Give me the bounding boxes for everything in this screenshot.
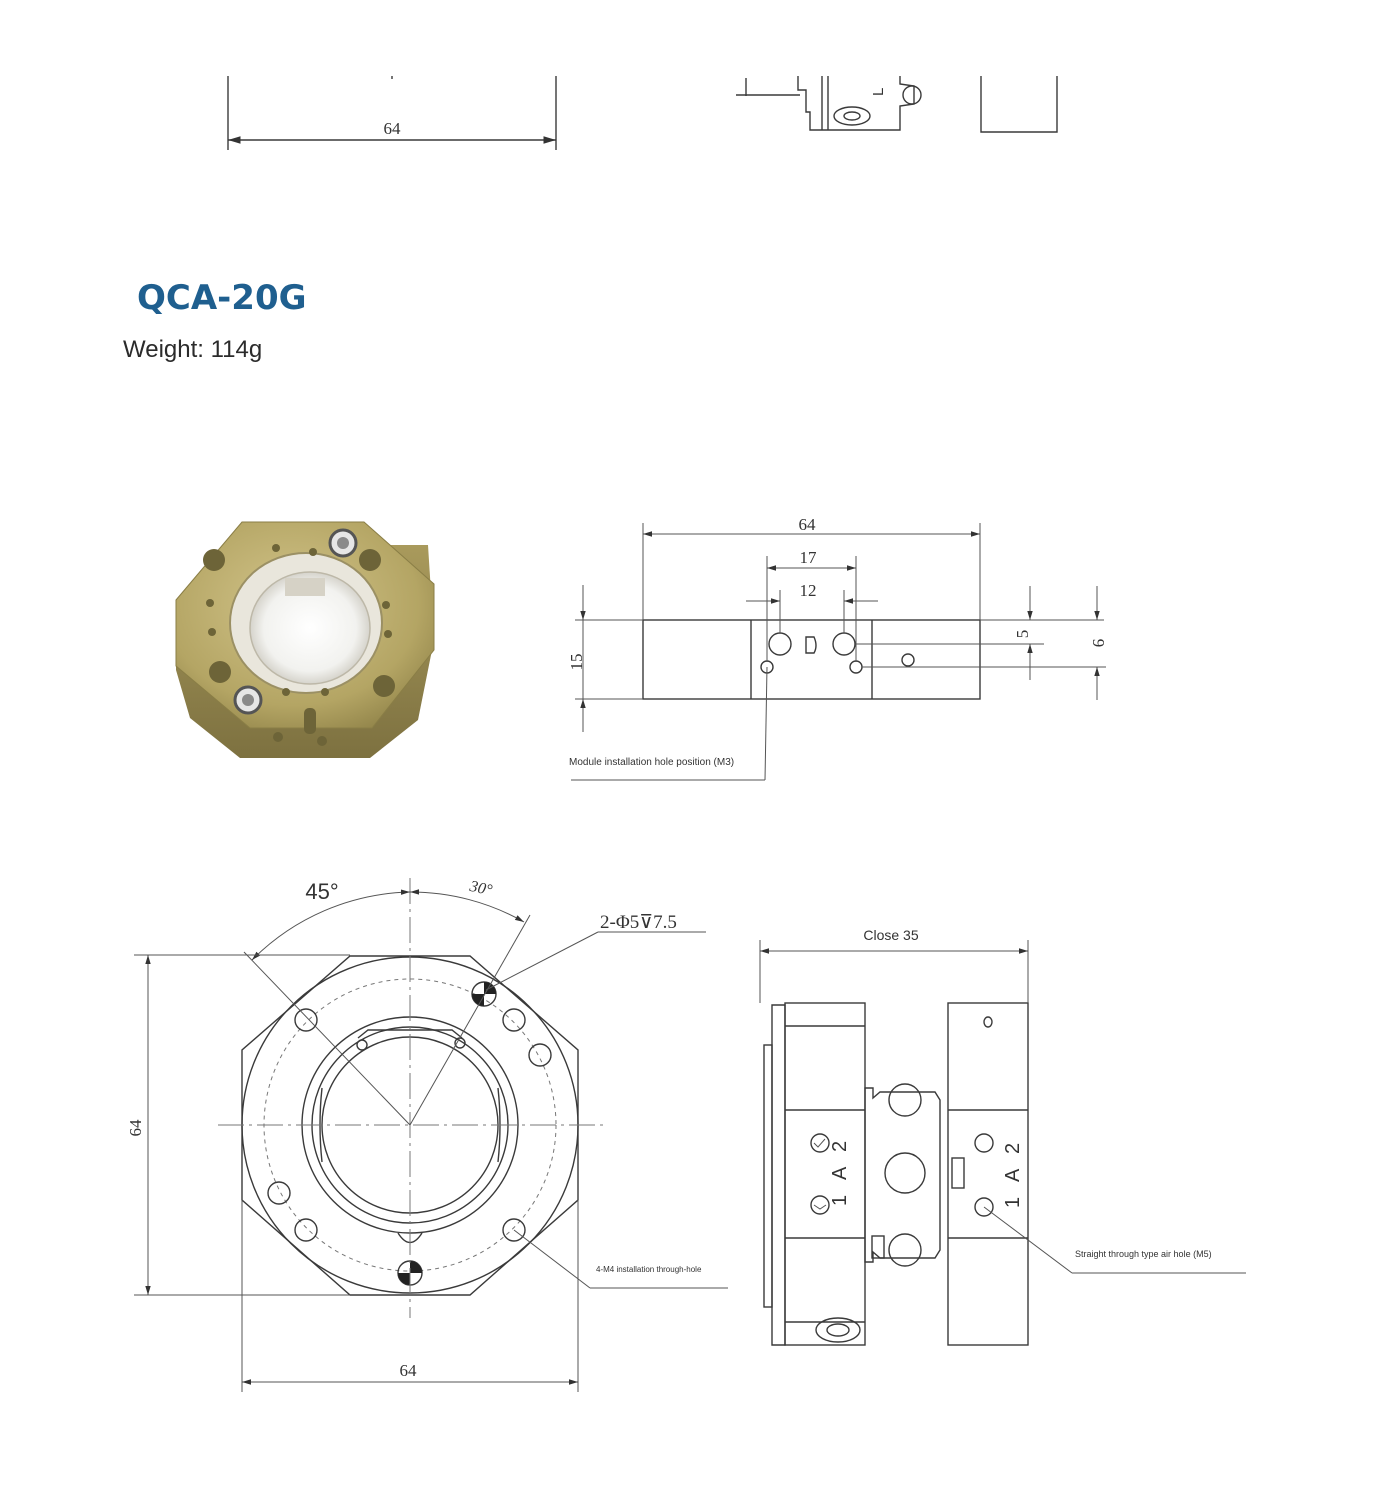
front-view <box>126 878 728 1392</box>
m4-hole-callout: 4-M4 installation through-hole <box>596 1265 702 1274</box>
top-partial-view-right <box>736 76 1057 132</box>
left-port-label-2: 2 <box>829 1140 851 1152</box>
front-dim-width: 64 <box>399 1361 417 1380</box>
module-hole-callout: Module installation hole position (M3) <box>569 757 735 768</box>
side-dim-5: 5 <box>1013 629 1032 639</box>
pin-spec-label: 2-Φ5⊽7.5 <box>600 912 677 933</box>
top-dim-width: 64 <box>383 119 401 138</box>
side-dim-15: 15 <box>567 653 586 671</box>
right-port-label-2: 2 <box>1002 1142 1024 1154</box>
front-dim-height: 64 <box>126 1119 145 1137</box>
angle-30-label: 30° <box>468 877 494 900</box>
model-title: QCA-20G <box>137 278 307 318</box>
close-35-label: Close 35 <box>863 927 919 943</box>
top-partial-view-left <box>228 76 556 150</box>
right-port-label-a: A <box>1002 1168 1024 1182</box>
side-dim-12: 12 <box>799 581 817 600</box>
left-port-label-1: 1 <box>829 1194 851 1206</box>
product-photo <box>176 522 434 758</box>
angle-45-label: 45° <box>305 879 339 904</box>
side-view <box>567 515 1108 780</box>
assembly-view <box>760 927 1246 1345</box>
part-mark-letter: L <box>870 87 887 96</box>
side-dim-overall: 64 <box>798 515 816 534</box>
air-hole-callout: Straight through type air hole (M5) <box>1075 1249 1212 1259</box>
weight-label: Weight: 114g <box>123 336 263 363</box>
right-port-label-1: 1 <box>1002 1196 1024 1208</box>
left-port-label-a: A <box>829 1166 851 1180</box>
side-dim-17: 17 <box>799 548 817 567</box>
side-dim-9: 9 <box>1089 638 1108 648</box>
